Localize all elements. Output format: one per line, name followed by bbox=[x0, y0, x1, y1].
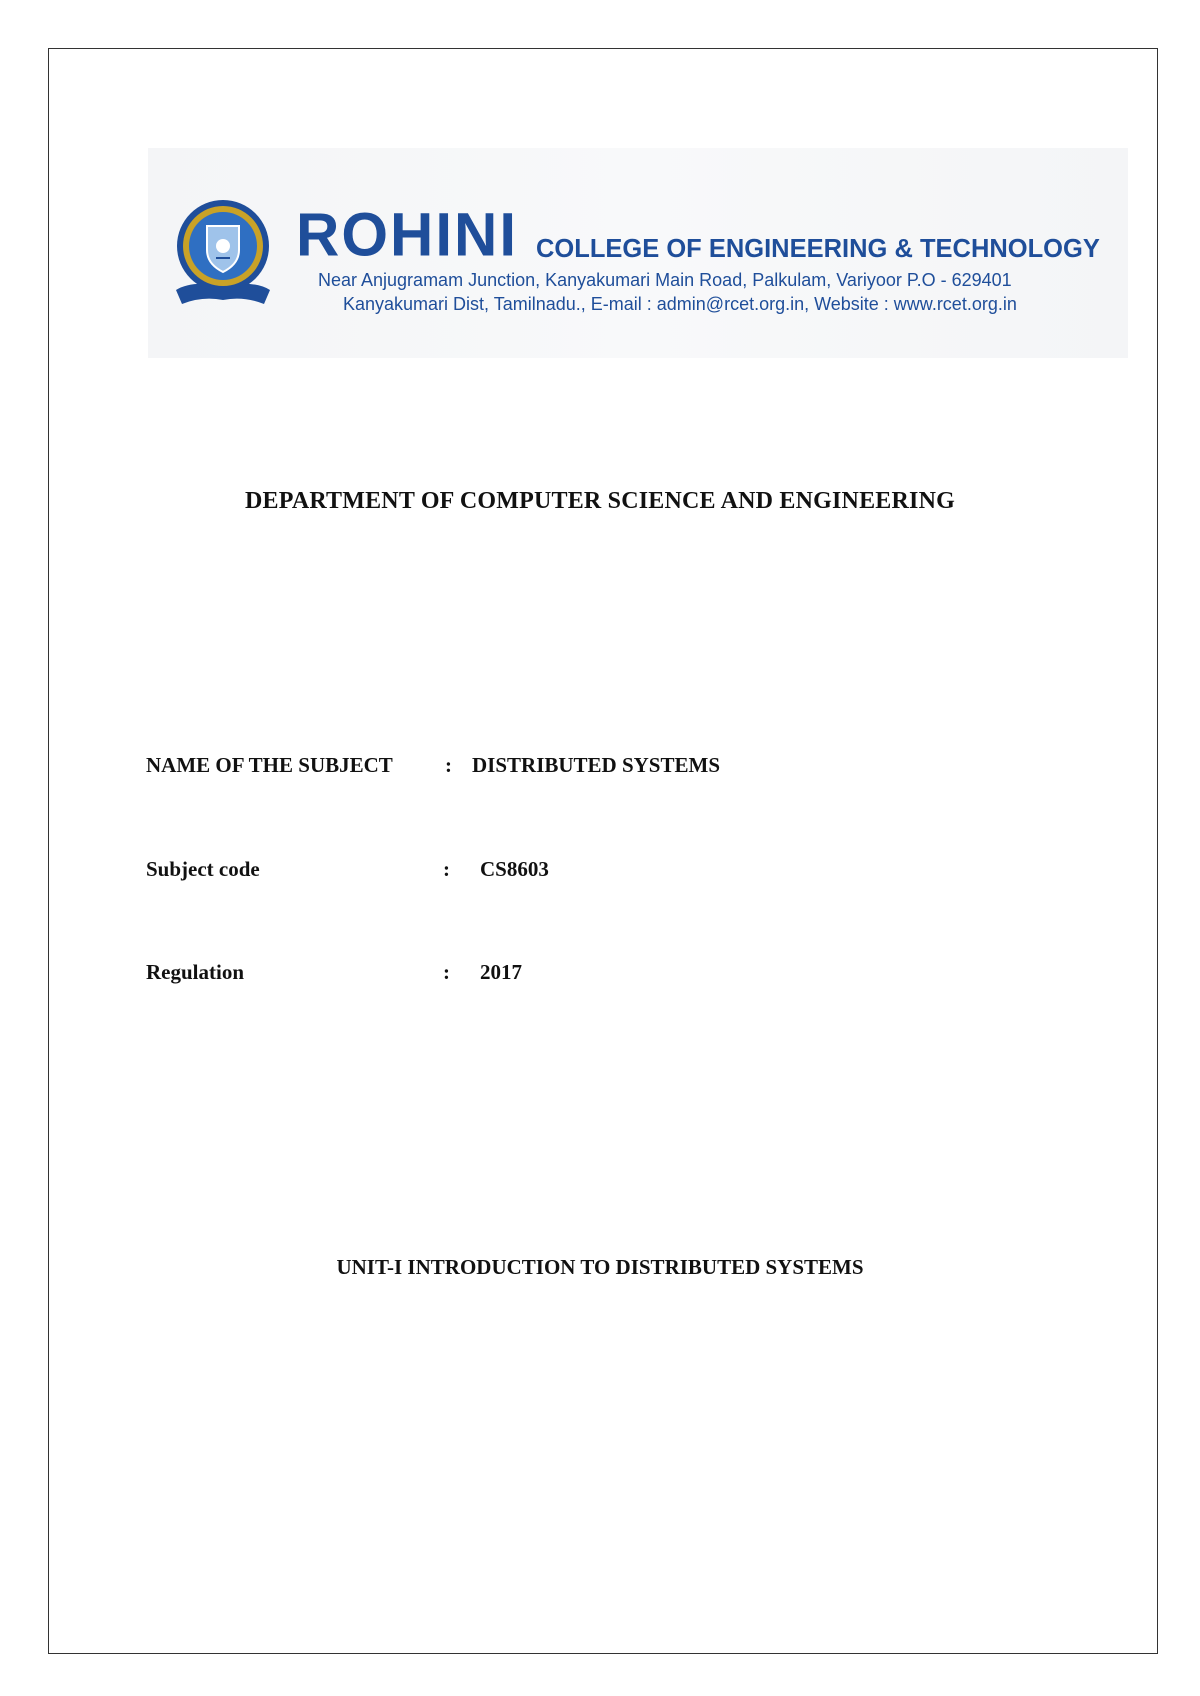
subject-name-value: DISTRIBUTED SYSTEMS bbox=[472, 753, 721, 777]
subject-name-separator: : bbox=[445, 753, 452, 777]
college-address-line-1: Near Anjugramam Junction, Kanyakumari Main Road, Palkulam, Variyoor P.O - 629401 bbox=[318, 270, 1012, 290]
regulation-label: Regulation bbox=[146, 960, 245, 984]
regulation-separator: : bbox=[443, 960, 450, 984]
subject-code-label: Subject code bbox=[146, 857, 260, 881]
college-brand-name: ROHINI bbox=[296, 200, 518, 269]
college-subtitle: COLLEGE OF ENGINEERING & TECHNOLOGY bbox=[536, 235, 1100, 263]
subject-code-value: CS8603 bbox=[480, 857, 549, 881]
college-address-line-2: Kanyakumari Dist, Tamilnadu., E-mail : admin@rcet.org.in, Website : www.rcet.org.in bbox=[343, 294, 1017, 314]
regulation-value: 2017 bbox=[480, 960, 522, 984]
subject-code-separator: : bbox=[443, 857, 450, 881]
college-seal-icon bbox=[172, 196, 274, 320]
department-title: DEPARTMENT OF COMPUTER SCIENCE AND ENGINEERING bbox=[245, 488, 955, 514]
unit-title: UNIT-I INTRODUCTION TO DISTRIBUTED SYSTEMS bbox=[336, 1255, 864, 1279]
subject-name-label: NAME OF THE SUBJECT bbox=[146, 753, 393, 777]
